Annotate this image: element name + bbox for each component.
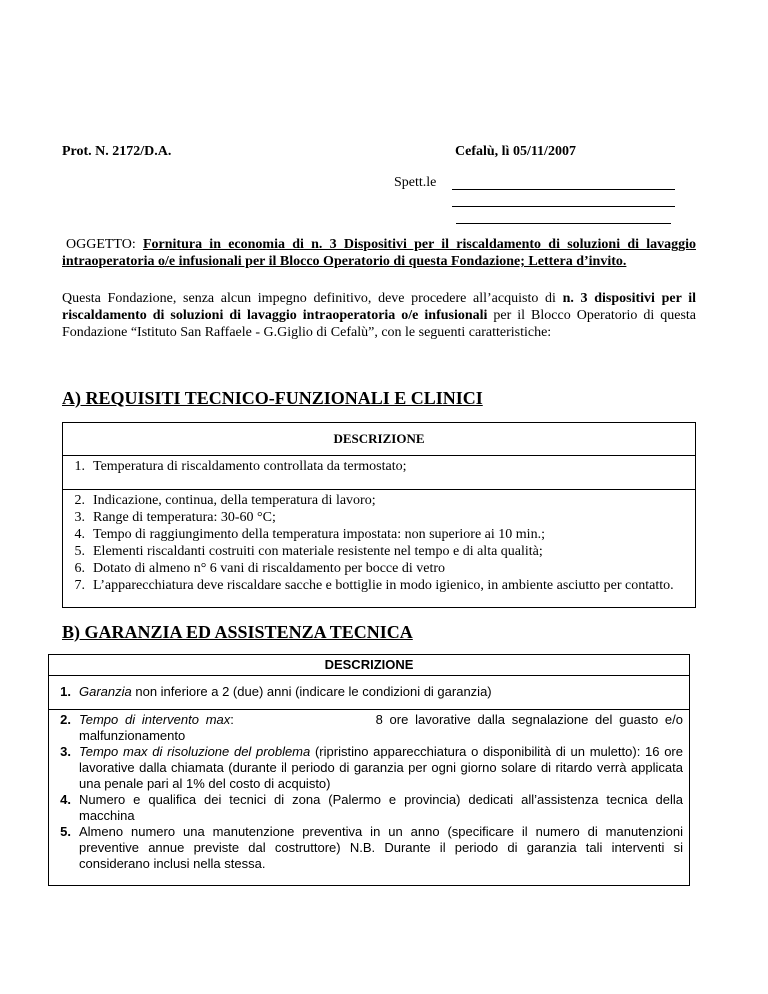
requirements-table [62, 422, 696, 608]
list-item-number: 1. [74, 459, 85, 474]
list-item-number: 2. [74, 493, 85, 508]
addressee-label: Spett.le [394, 175, 437, 190]
list-item [63, 526, 695, 543]
list-item-text: Almeno numero una manutenzione preventiva in un anno (specificare il numero di manutenzioni preventive annue previste dal costruttore) N.B. Durante il periodo di garanzia tali interventi si considerano inclusi nella stessa. [79, 824, 683, 871]
list-item [63, 509, 695, 526]
list-item-number: 5. [60, 824, 71, 839]
list-item-number: 4. [74, 527, 85, 542]
list-item-number: 4. [60, 792, 71, 807]
list-item-text: : 8 ore lavorative dalla segnalazione del guasto e/o malfunzionamento [79, 712, 687, 743]
list-item-italic: Tempo max di risoluzione del problema [79, 744, 311, 759]
addressee-line-1 [452, 189, 675, 190]
warranty-row-1 [49, 676, 689, 710]
warranty-table-header: DESCRIZIONE [49, 655, 689, 676]
subject-label: OGGETTO: [66, 237, 136, 252]
list-item-number: 2. [60, 712, 71, 727]
place-date: Cefalù, lì 05/11/2007 [455, 144, 576, 159]
list-item-number: 3. [74, 510, 85, 525]
list-item-number: 5. [74, 544, 85, 559]
subject-paragraph [62, 236, 696, 270]
list-item-text: Range di temperatura: 30-60 °C; [93, 510, 276, 525]
list-item [63, 492, 695, 509]
requirements-row-1 [63, 456, 695, 490]
list-item-text: Numero e qualifica dei tecnici di zona (Palermo e provincia) dedicati all’assistenza tecnica della macchina [79, 792, 683, 823]
addressee-line-3 [456, 223, 671, 224]
addressee-line-2 [452, 206, 675, 207]
list-item-number: 7. [74, 578, 85, 593]
intro-text-2: per il Blocco Operatorio di questa Fondazione “Istituto San Raffaele - G.Giglio di Cefalù”, con le seguenti caratteristiche: [62, 308, 696, 340]
list-item-text: Indicazione, continua, della temperatura di lavoro; [93, 493, 376, 508]
list-item-text: Elementi riscaldanti costruiti con materiale resistente nel tempo e di alta qualità; [93, 544, 543, 559]
list-item [63, 577, 695, 594]
requirements-list [63, 490, 695, 594]
list-item-text: (ripristino apparecchiatura o disponibilità di un muletto): 16 ore lavorative dalla chiamata (durante il periodo di garanzia per ogni giorno solare di ritardo verrà applicata una penale pari al 1% del costo di acquisto) [79, 744, 683, 791]
list-item-text: Temperatura di riscaldamento controllata da termostato; [93, 459, 407, 474]
warranty-table [48, 654, 690, 886]
section-b-title: B) GARANZIA ED ASSISTENZA TECNICA [62, 622, 413, 642]
requirements-table-header: DESCRIZIONE [63, 423, 695, 456]
subject-text: Fornitura in economia di n. 3 Dispositivi per il riscaldamento di soluzioni di lavaggio intraoperatoria o/e infusionali per il Blocco Operatorio di questa Fondazione; Lettera d’invito. [62, 237, 697, 269]
intro-text-bold: n. 3 dispositivi per il riscaldamento di soluzioni di lavaggio intraoperatoria o/e infusionali [62, 291, 696, 323]
protocol-number: Prot. N. 2172/D.A. [62, 144, 172, 159]
list-item-text: L’apparecchiatura deve riscaldare sacche e bottiglie in modo igienico, in ambiente asciutto per contatto. [93, 578, 674, 593]
list-item-number: 6. [74, 561, 85, 576]
list-item [63, 543, 695, 560]
intro-text-1: Questa Fondazione, senza alcun impegno definitivo, deve procedere all’acquisto di [62, 291, 563, 306]
list-item-text: non inferiore a 2 (due) anni (indicare le condizioni di garanzia) [131, 684, 492, 699]
list-item-number: 3. [60, 744, 71, 759]
list-item-italic: Garanzia [79, 684, 132, 699]
section-a-title: A) REQUISITI TECNICO-FUNZIONALI E CLINICI [62, 388, 483, 408]
list-item-text: Tempo di raggiungimento della temperatura impostata: non superiore ai 10 min.; [93, 527, 545, 542]
list-item-italic: Tempo di intervento max [79, 712, 231, 727]
list-item [63, 560, 695, 577]
warranty-list [49, 710, 689, 872]
list-item-text: Dotato di almeno n° 6 vani di riscaldamento per bocce di vetro [93, 561, 445, 576]
intro-paragraph [62, 290, 696, 341]
list-item-number: 1. [60, 684, 71, 699]
